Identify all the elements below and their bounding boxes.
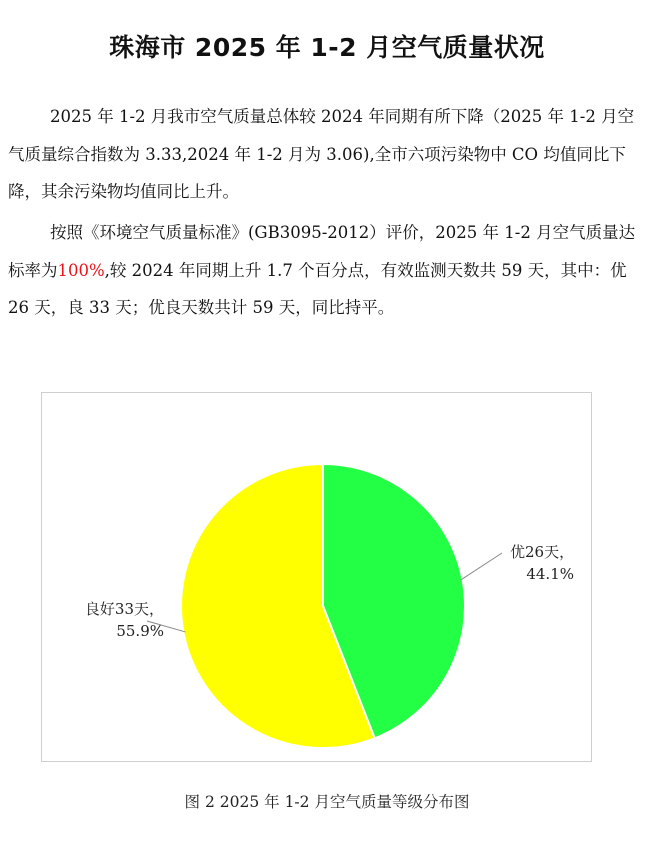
slice-label-good-name: 良好33天， [84, 600, 164, 618]
slice-label-good [54, 598, 164, 642]
paragraph-evaluation-before: 按照《环境空气质量标准》(GB3095-2012）评价，2025 年 1-2 月空气质量达标率为 [8, 223, 636, 280]
paragraph-summary [8, 98, 638, 211]
page-title: 珠海市 2025 年 1-2 月空气质量状况 [109, 33, 545, 62]
figure-caption: 图 2 2025 年 1-2 月空气质量等级分布图 [184, 793, 470, 811]
pie-chart-frame [41, 392, 592, 762]
slice-label-excellent-percent: 44.1% [526, 565, 574, 583]
compliance-rate: 100% [57, 260, 105, 280]
slice-label-good-percent: 55.9% [116, 622, 164, 640]
paragraph-summary-text: 2025 年 1-2 月我市空气质量总体较 2024 年同期有所下降（2025 年 1-2 月空气质量综合指数为 3.33,2024 年 1-2 月为 3.06),全市六项污染物中 CO 均值同比下降，其余污染物均值同比上升。 [8, 107, 635, 201]
slice-label-excellent-name: 优26天， [510, 543, 575, 561]
paragraph-evaluation [8, 214, 638, 327]
paragraph-evaluation-after: ,较 2024 年同期上升 1.7 个百分点，有效监测天数共 59 天，其中：优 26 天，良 33 天；优良天数共计 59 天，同比持平。 [8, 260, 627, 317]
slice-label-excellent [510, 541, 574, 585]
leader-line-excellent [461, 553, 502, 580]
